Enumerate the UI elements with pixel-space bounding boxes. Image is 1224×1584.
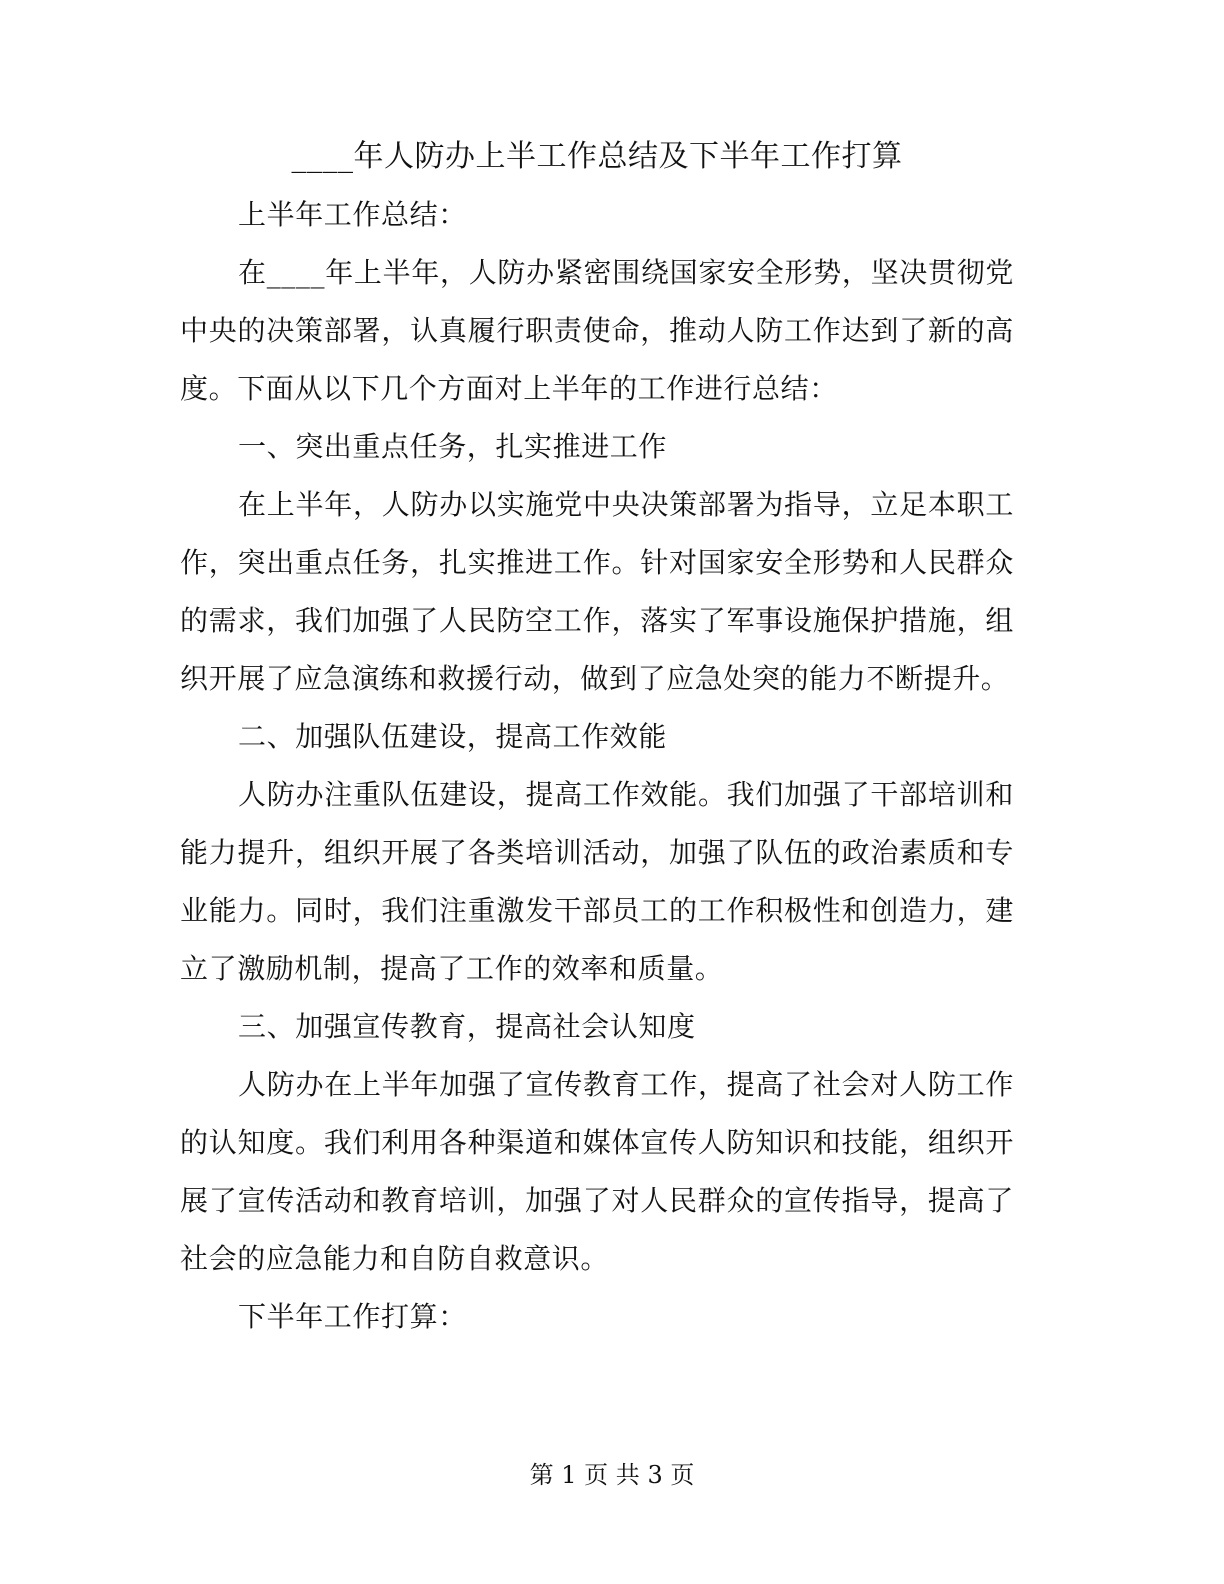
page-number-footer: 第 1 页 共 3 页	[529, 1461, 695, 1489]
document-body	[180, 128, 1014, 1346]
paragraph-team-building: 人防办注重队伍建设，提高工作效能。我们加强了干部培训和能力提升，组织开展了各类培训活动，加强了队伍的政治素质和专业能力。同时，我们注重激发干部员工的工作积极性和创造力，建立了激励机制，提高了工作的效率和质量。	[180, 778, 1014, 985]
paragraph-key-tasks: 在上半年，人防办以实施党中央决策部署为指导，立足本职工作，突出重点任务，扎实推进工作。针对国家安全形势和人民群众的需求，我们加强了人民防空工作，落实了军事设施保护措施，组织开展了应急演练和救援行动，做到了应急处突的能力不断提升。	[180, 488, 1014, 695]
section-heading-first-half-summary: 上半年工作总结：	[238, 198, 467, 231]
intro-paragraph: 在____年上半年，人防办紧密围绕国家安全形势，坚决贯彻党中央的决策部署，认真履行职责使命，推动人防工作达到了新的高度。下面从以下几个方面对上半年的工作进行总结：	[180, 256, 1014, 405]
subheading-key-tasks: 一、突出重点任务，扎实推进工作	[238, 430, 668, 463]
subheading-team-building: 二、加强队伍建设，提高工作效能	[238, 720, 668, 753]
document-title: ____年人防办上半工作总结及下半年工作打算	[291, 139, 903, 174]
subheading-publicity-education: 三、加强宣传教育，提高社会认知度	[238, 1010, 696, 1043]
section-heading-second-half-plan: 下半年工作打算：	[238, 1300, 467, 1333]
paragraph-publicity-education: 人防办在上半年加强了宣传教育工作，提高了社会对人防工作的认知度。我们利用各种渠道和媒体宣传人防知识和技能，组织开展了宣传活动和教育培训，加强了对人民群众的宣传指导，提高了社会的应急能力和自防自救意识。	[180, 1068, 1014, 1275]
